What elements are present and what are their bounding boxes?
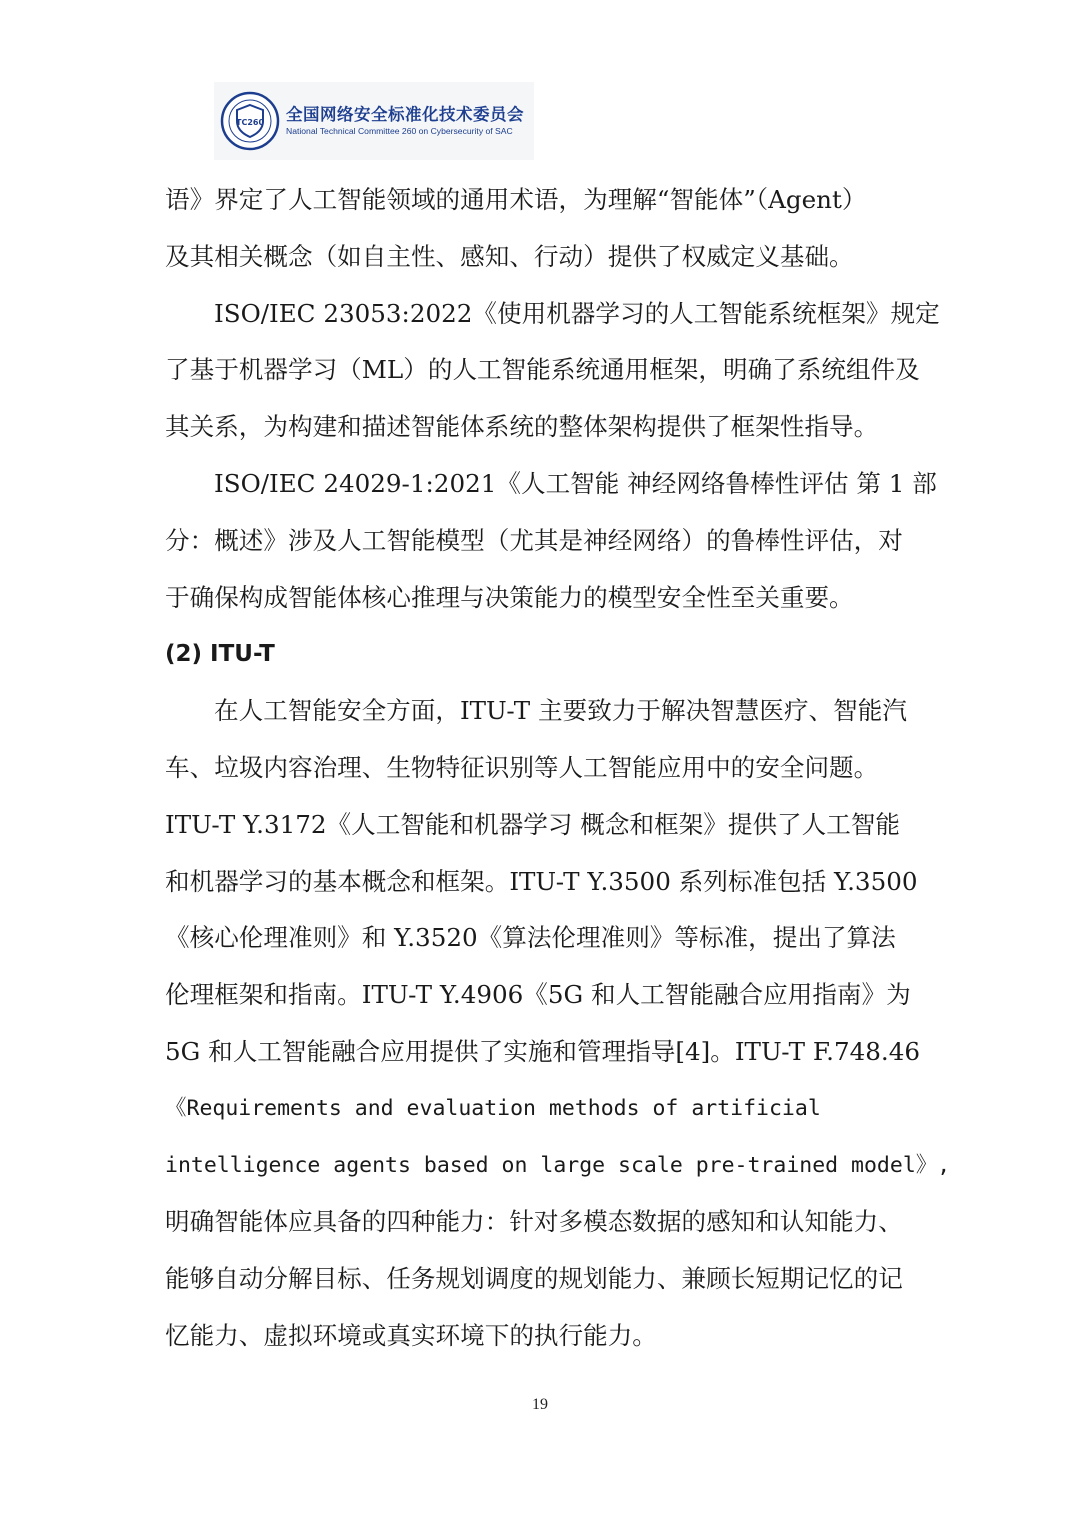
text-line: 及其相关概念（如自主性、感知、行动）提供了权威定义基础。: [165, 241, 854, 271]
text-line: 语》界定了人工智能领域的通用术语，为理解“智能体”（Agent）: [165, 185, 867, 214]
svg-text:TC260: TC260: [235, 118, 265, 127]
text-line: 能够自动分解目标、任务规划调度的规划能力、兼顾长短期记忆的记: [165, 1264, 903, 1294]
text-line: 了基于机器学习（ML）的人工智能系统通用框架，明确了系统组件及: [165, 355, 920, 385]
text-line: 其关系，为构建和描述智能体系统的整体架构提供了框架性指导。: [165, 412, 879, 442]
body-text: [165, 172, 951, 1365]
org-name-en: National Technical Committee 260 on Cybersecurity of SAC: [286, 126, 513, 136]
text-line: 明确智能体应具备的四种能力：针对多模态数据的感知和认知能力、: [165, 1207, 903, 1237]
text-line: ITU-T Y.3172《人工智能和机器学习 概念和框架》提供了人工智能: [165, 809, 901, 839]
text-line: 于确保构成智能体核心推理与决策能力的模型安全性至关重要。: [165, 582, 854, 612]
page-number: 19: [532, 1396, 548, 1413]
text-line: ISO/IEC 23053:2022《使用机器学习的人工智能系统框架》规定: [214, 298, 940, 328]
text-line: intelligence agents based on large scale pre-trained model》,: [165, 1152, 951, 1178]
text-line: 忆能力、虚拟环境或真实环境下的执行能力。: [165, 1320, 657, 1350]
text-line: 伦理框架和指南。ITU-T Y.4906《5G 和人工智能融合应用指南》为: [165, 980, 911, 1010]
header-banner: [214, 82, 534, 160]
text-line: 车、垃圾内容治理、生物特征识别等人工智能应用中的安全问题。: [165, 752, 879, 782]
text-line: 5G 和人工智能融合应用提供了实施和管理指导[4]。ITU-T F.748.46: [165, 1036, 920, 1066]
text-line: 《核心伦理准则》和 Y.3520《算法伦理准则》等标准，提出了算法: [165, 923, 896, 953]
tc260-seal-icon: [220, 91, 280, 151]
text-line: 在人工智能安全方面，ITU-T 主要致力于解决智慧医疗、智能汽: [214, 696, 907, 726]
text-line: 《Requirements and evaluation methods of artificial: [165, 1095, 821, 1121]
text-line: ISO/IEC 24029-1:2021《人工智能 神经网络鲁棒性评估 第 1 部: [214, 468, 937, 498]
section-heading: (2) ITU-T: [165, 641, 275, 668]
text-line: 分：概述》涉及人工智能模型（尤其是神经网络）的鲁棒性评估，对: [165, 525, 903, 555]
org-name-cn: 全国网络安全标准化技术委员会: [286, 105, 524, 124]
text-line: 和机器学习的基本概念和框架。ITU-T Y.3500 系列标准包括 Y.3500: [165, 866, 918, 896]
